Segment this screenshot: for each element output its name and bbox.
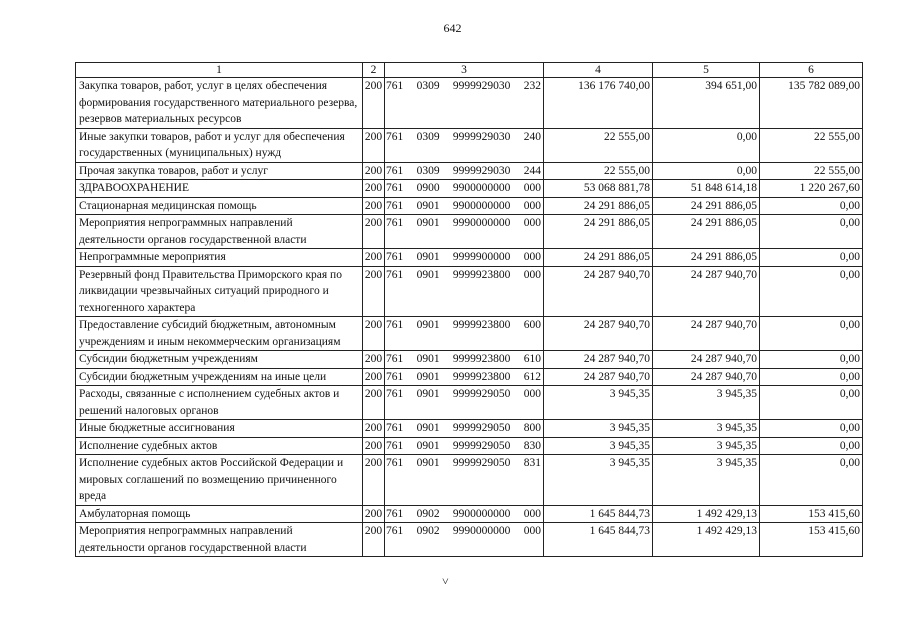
code-part: 000	[523, 182, 541, 194]
code-part: 831	[523, 457, 541, 469]
row-name: Иные закупки товаров, работ и услуг для обеспечения государственных (муниципальных) нужд	[76, 128, 363, 162]
header-cell: 1	[76, 63, 363, 78]
code-part: 9900000000	[452, 507, 511, 520]
row-amount-6: 0,00	[760, 455, 863, 506]
row-code	[385, 128, 544, 162]
row-col2: 200	[363, 249, 385, 267]
row-col2: 200	[363, 523, 385, 557]
row-amount-4: 136 176 740,00	[544, 78, 653, 129]
code-part: 830	[523, 439, 541, 452]
row-col2: 200	[363, 180, 385, 198]
row-amount-4: 3 945,35	[544, 386, 653, 420]
row-amount-5: 3 945,35	[653, 455, 760, 506]
row-amount-4: 24 287 940,70	[544, 266, 653, 317]
row-code	[385, 523, 544, 557]
code-part: 000	[523, 388, 541, 400]
row-name: Исполнение судебных актов	[76, 437, 363, 455]
code-part: 761	[386, 80, 404, 92]
row-amount-5: 51 848 614,18	[653, 180, 760, 198]
code-part: 761	[386, 130, 404, 143]
row-col2: 200	[363, 78, 385, 129]
code-part: 9999929050	[452, 457, 511, 469]
row-amount-5: 24 287 940,70	[653, 266, 760, 317]
code-part: 761	[386, 525, 404, 537]
code-part: 0901	[416, 370, 440, 383]
row-amount-6: 0,00	[760, 266, 863, 317]
row-amount-4: 1 645 844,73	[544, 505, 653, 523]
code-part: 761	[386, 439, 404, 452]
table-row	[76, 317, 863, 351]
code-part: 0901	[416, 268, 440, 281]
code-part: 9999923800	[452, 319, 511, 331]
row-amount-5: 394 651,00	[653, 78, 760, 129]
code-part: 0901	[416, 251, 440, 263]
code-part: 0902	[416, 507, 440, 520]
row-code	[385, 249, 544, 267]
code-part: 9900000000	[452, 199, 511, 212]
code-part: 610	[523, 353, 541, 365]
row-amount-4: 22 555,00	[544, 128, 653, 162]
code-part: 000	[523, 268, 541, 281]
table-row	[76, 505, 863, 523]
code-part: 000	[523, 507, 541, 520]
row-col2: 200	[363, 437, 385, 455]
header-cell: 2	[363, 63, 385, 78]
row-amount-6: 0,00	[760, 215, 863, 249]
code-part: 0901	[416, 319, 440, 331]
row-code	[385, 386, 544, 420]
row-col2: 200	[363, 368, 385, 386]
row-code	[385, 420, 544, 438]
row-name: Субсидии бюджетным учреждениям на иные цели	[76, 368, 363, 386]
code-part: 232	[523, 80, 541, 92]
row-amount-5: 1 492 429,13	[653, 523, 760, 557]
row-amount-5: 3 945,35	[653, 386, 760, 420]
code-part: 9999923800	[452, 370, 511, 383]
code-part: 0902	[416, 525, 440, 537]
row-name: Субсидии бюджетным учреждениям	[76, 351, 363, 369]
code-part: 761	[386, 164, 404, 177]
code-part: 9999929030	[452, 130, 511, 143]
code-part: 000	[523, 217, 541, 229]
code-part: 761	[386, 217, 404, 229]
row-col2: 200	[363, 266, 385, 317]
row-amount-6: 135 782 089,00	[760, 78, 863, 129]
row-amount-6: 22 555,00	[760, 128, 863, 162]
row-amount-6: 153 415,60	[760, 523, 863, 557]
row-name: Мероприятия непрограммных направлений деятельности органов государственной власти	[76, 215, 363, 249]
code-part: 9990000000	[452, 217, 511, 229]
table-row	[76, 368, 863, 386]
code-part: 761	[386, 457, 404, 469]
row-amount-5: 24 291 886,05	[653, 249, 760, 267]
row-amount-5: 24 287 940,70	[653, 351, 760, 369]
row-amount-6: 1 220 267,60	[760, 180, 863, 198]
code-part: 0901	[416, 217, 440, 229]
code-part: 761	[386, 370, 404, 383]
code-part: 0309	[416, 130, 440, 143]
code-part: 9999900000	[452, 251, 511, 263]
row-code	[385, 505, 544, 523]
code-part: 0900	[416, 182, 440, 194]
code-part: 761	[386, 268, 404, 281]
code-part: 761	[386, 319, 404, 331]
code-part: 0901	[416, 388, 440, 400]
row-amount-5: 0,00	[653, 128, 760, 162]
row-code	[385, 197, 544, 215]
header-cell: 3	[385, 63, 544, 78]
row-amount-6: 0,00	[760, 368, 863, 386]
code-part: 761	[386, 422, 404, 434]
row-amount-6: 0,00	[760, 351, 863, 369]
row-name: Расходы, связанные с исполнением судебных актов и решений налоговых органов	[76, 386, 363, 420]
table-row	[76, 249, 863, 267]
code-part: 9999929050	[452, 388, 511, 400]
code-part: 0901	[416, 199, 440, 212]
row-amount-5: 24 287 940,70	[653, 317, 760, 351]
code-part: 9999929030	[452, 164, 511, 177]
table-row	[76, 455, 863, 506]
code-part: 000	[523, 199, 541, 212]
row-amount-6: 0,00	[760, 249, 863, 267]
row-name: Закупка товаров, работ, услуг в целях обеспечения формирования государственного материального резерва, резервов материальных ресурсов	[76, 78, 363, 129]
row-name: Амбулаторная помощь	[76, 505, 363, 523]
row-col2: 200	[363, 317, 385, 351]
page-number: 642	[443, 21, 462, 35]
code-part: 800	[523, 422, 541, 434]
code-part: 761	[386, 507, 404, 520]
row-amount-5: 3 945,35	[653, 437, 760, 455]
header-cell: 6	[760, 63, 863, 78]
code-part: 9999923800	[452, 353, 511, 365]
row-amount-6: 0,00	[760, 386, 863, 420]
row-code	[385, 317, 544, 351]
row-amount-4: 24 291 886,05	[544, 215, 653, 249]
code-part: 000	[523, 251, 541, 263]
table-row	[76, 386, 863, 420]
row-amount-4: 24 287 940,70	[544, 368, 653, 386]
row-amount-4: 24 287 940,70	[544, 351, 653, 369]
row-amount-4: 3 945,35	[544, 455, 653, 506]
table-row	[76, 128, 863, 162]
code-part: 600	[523, 319, 541, 331]
code-part: 0901	[416, 353, 440, 365]
row-name: Резервный фонд Правительства Приморского края по ликвидации чрезвычайных ситуаций природного и техногенного характера	[76, 266, 363, 317]
table-row	[76, 266, 863, 317]
code-part: 761	[386, 353, 404, 365]
row-amount-4: 3 945,35	[544, 437, 653, 455]
row-amount-4: 24 291 886,05	[544, 197, 653, 215]
row-amount-4: 53 068 881,78	[544, 180, 653, 198]
table-row	[76, 437, 863, 455]
code-part: 9900000000	[452, 182, 511, 194]
code-part: 9999929030	[452, 80, 511, 92]
code-part: 0901	[416, 439, 440, 452]
stray-mark: ˅	[442, 574, 449, 588]
code-part: 612	[523, 370, 541, 383]
table-row	[76, 162, 863, 180]
row-name: Мероприятия непрограммных направлений деятельности органов государственной власти	[76, 523, 363, 557]
row-amount-5: 24 291 886,05	[653, 197, 760, 215]
table-row	[76, 78, 863, 129]
row-amount-4: 24 291 886,05	[544, 249, 653, 267]
header-cell: 4	[544, 63, 653, 78]
code-part: 761	[386, 251, 404, 263]
row-col2: 200	[363, 197, 385, 215]
budget-table	[75, 62, 863, 557]
table-row	[76, 180, 863, 198]
row-name: Предоставление субсидий бюджетным, автономным учреждениям и иным некоммерческим организациям	[76, 317, 363, 351]
code-part: 9990000000	[452, 525, 511, 537]
code-part: 240	[523, 130, 541, 143]
table-row	[76, 215, 863, 249]
row-name: Исполнение судебных актов Российской Федерации и мировых соглашений по возмещению причиненного вреда	[76, 455, 363, 506]
code-part: 0901	[416, 457, 440, 469]
row-code	[385, 215, 544, 249]
row-amount-4: 22 555,00	[544, 162, 653, 180]
row-name: Непрограммные мероприятия	[76, 249, 363, 267]
table-row	[76, 351, 863, 369]
row-amount-6: 0,00	[760, 437, 863, 455]
table-row	[76, 523, 863, 557]
code-part: 9999929050	[452, 422, 511, 434]
row-code	[385, 437, 544, 455]
code-part: 0901	[416, 422, 440, 434]
code-part: 244	[523, 164, 541, 177]
code-part: 9999923800	[452, 268, 511, 281]
row-amount-6: 0,00	[760, 197, 863, 215]
row-code	[385, 455, 544, 506]
code-part: 761	[386, 199, 404, 212]
row-code	[385, 78, 544, 129]
table-row	[76, 197, 863, 215]
row-amount-4: 1 645 844,73	[544, 523, 653, 557]
row-col2: 200	[363, 386, 385, 420]
row-amount-4: 24 287 940,70	[544, 317, 653, 351]
row-name: Иные бюджетные ассигнования	[76, 420, 363, 438]
row-code	[385, 351, 544, 369]
header-cell: 5	[653, 63, 760, 78]
row-code	[385, 368, 544, 386]
row-col2: 200	[363, 455, 385, 506]
row-col2: 200	[363, 505, 385, 523]
row-amount-4: 3 945,35	[544, 420, 653, 438]
row-amount-5: 1 492 429,13	[653, 505, 760, 523]
row-amount-6: 0,00	[760, 420, 863, 438]
header-row	[76, 63, 863, 78]
row-amount-6: 0,00	[760, 317, 863, 351]
code-part: 9999929050	[452, 439, 511, 452]
row-amount-5: 0,00	[653, 162, 760, 180]
row-amount-6: 153 415,60	[760, 505, 863, 523]
row-code	[385, 180, 544, 198]
table-row	[76, 420, 863, 438]
row-amount-6: 22 555,00	[760, 162, 863, 180]
row-name: ЗДРАВООХРАНЕНИЕ	[76, 180, 363, 198]
code-part: 0309	[416, 164, 440, 177]
row-name: Прочая закупка товаров, работ и услуг	[76, 162, 363, 180]
row-col2: 200	[363, 420, 385, 438]
row-amount-5: 3 945,35	[653, 420, 760, 438]
row-col2: 200	[363, 128, 385, 162]
code-part: 761	[386, 388, 404, 400]
code-part: 0309	[416, 80, 440, 92]
row-amount-5: 24 287 940,70	[653, 368, 760, 386]
row-name: Стационарная медицинская помощь	[76, 197, 363, 215]
row-col2: 200	[363, 215, 385, 249]
row-amount-5: 24 291 886,05	[653, 215, 760, 249]
code-part: 761	[386, 182, 404, 194]
row-code	[385, 162, 544, 180]
row-col2: 200	[363, 351, 385, 369]
row-code	[385, 266, 544, 317]
code-part: 000	[523, 525, 541, 537]
row-col2: 200	[363, 162, 385, 180]
